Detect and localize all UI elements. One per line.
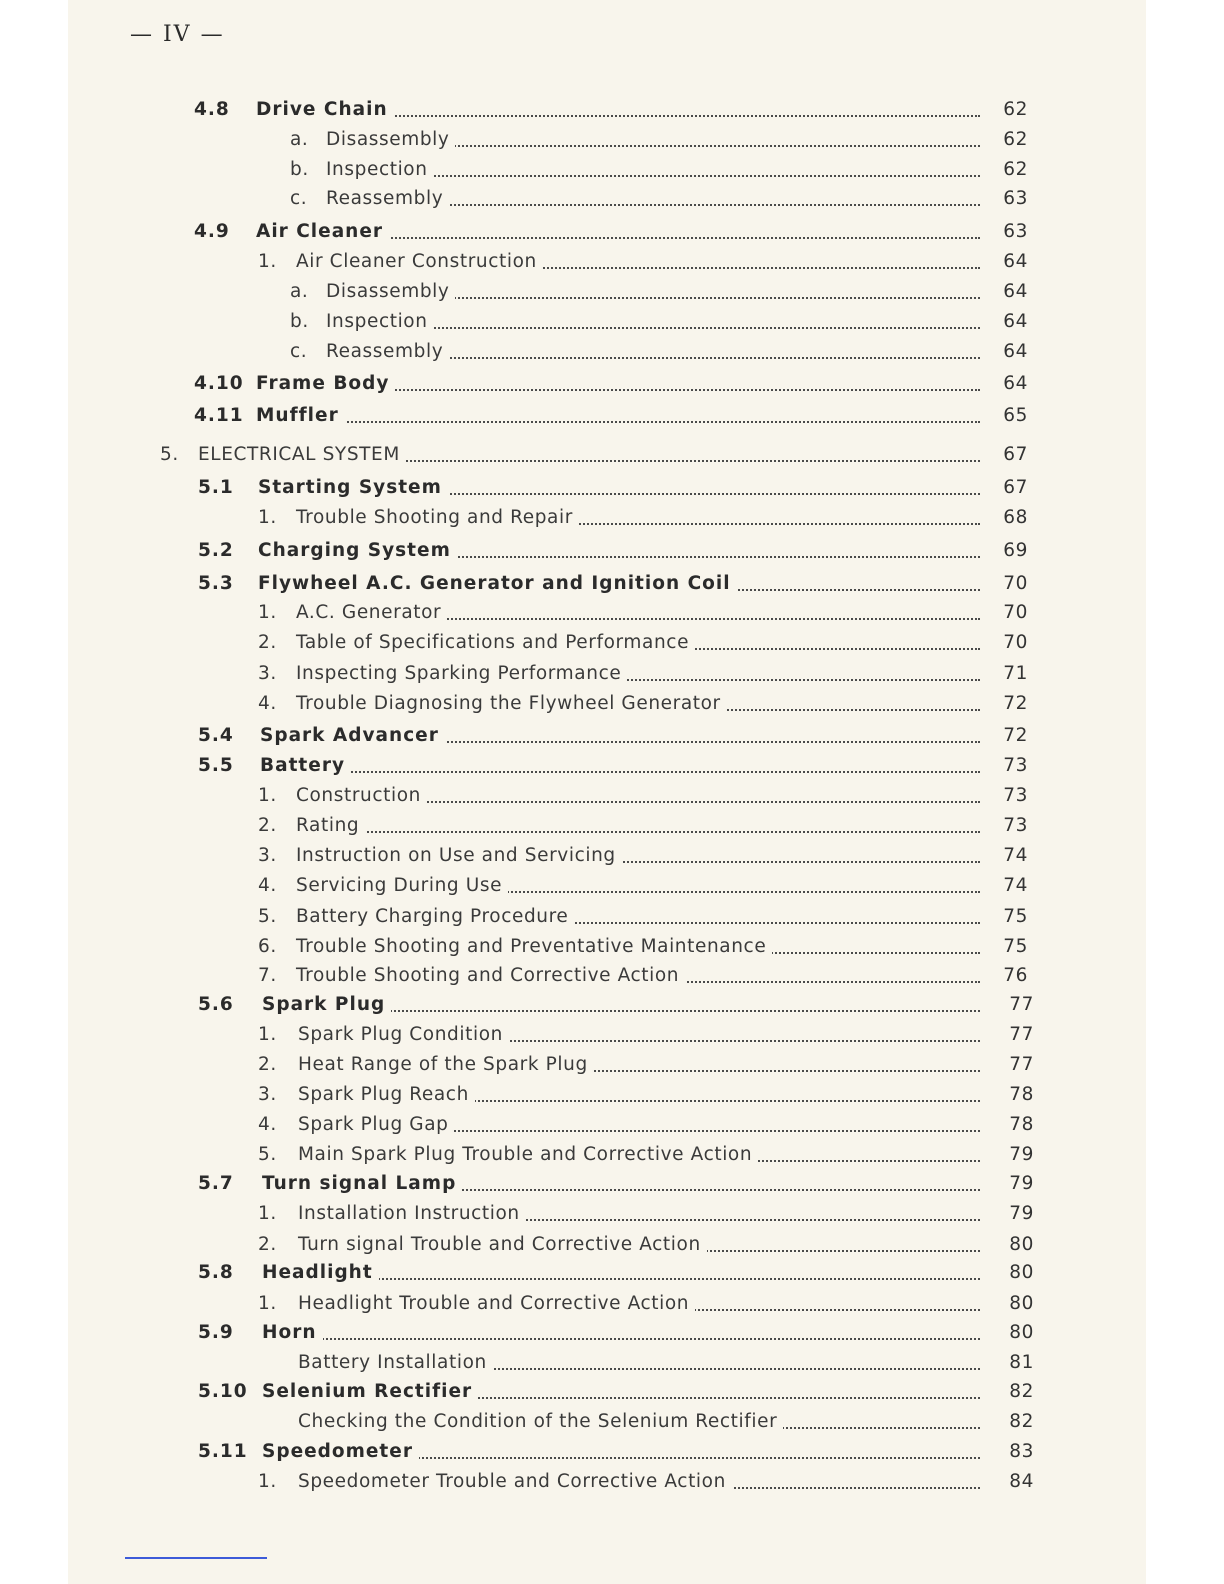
toc-entry[interactable] — [0, 1258, 1224, 1288]
toc-entry[interactable] — [0, 95, 1224, 125]
dot-leader — [302, 1338, 980, 1340]
toc-entry[interactable] — [0, 1467, 1224, 1497]
toc-entry-title: Inspection — [326, 311, 434, 332]
toc-entry-number: 1. — [258, 1203, 277, 1224]
toc-entry[interactable] — [0, 1169, 1224, 1199]
toc-entry-number: 4.11 — [194, 405, 244, 426]
toc-entry-title: Trouble Shooting and Preventative Maintenance — [296, 936, 772, 957]
toc-entry-number: 1. — [258, 1024, 277, 1045]
toc-entry-number: 5. — [258, 906, 277, 927]
toc-entry-number: 3. — [258, 663, 277, 684]
toc-entry-title: Headlight Trouble and Corrective Action — [298, 1293, 695, 1314]
toc-entry-page: 73 — [1003, 785, 1028, 806]
toc-entry-page: 80 — [1009, 1322, 1034, 1343]
dot-leader — [302, 1010, 980, 1012]
toc-entry-title: ELECTRICAL SYSTEM — [198, 444, 406, 465]
toc-entry[interactable] — [0, 871, 1224, 901]
toc-entry-page: 77 — [1009, 994, 1034, 1015]
dot-leader — [302, 1278, 980, 1280]
toc-entry-page: 80 — [1009, 1262, 1034, 1283]
toc-entry-page: 69 — [1003, 540, 1028, 561]
toc-entry-number: 4.8 — [194, 99, 230, 120]
toc-entry-title: Starting System — [258, 477, 448, 498]
toc-entry-page: 63 — [1003, 221, 1028, 242]
toc-entry[interactable] — [0, 961, 1224, 991]
dot-leader — [296, 115, 980, 117]
toc-entry[interactable] — [0, 751, 1224, 781]
toc-entry-title: Speedometer Trouble and Corrective Action — [298, 1471, 732, 1492]
toc-entry[interactable] — [0, 503, 1224, 533]
toc-entry-title: Spark Plug Reach — [298, 1084, 475, 1105]
toc-entry-number: 4.9 — [194, 221, 230, 242]
toc-entry-page: 73 — [1003, 755, 1028, 776]
toc-entry-number: 1. — [258, 785, 277, 806]
toc-entry[interactable] — [0, 307, 1224, 337]
toc-entry[interactable] — [0, 217, 1224, 247]
toc-entry[interactable] — [0, 689, 1224, 719]
toc-entry[interactable] — [0, 1020, 1224, 1050]
toc-entry-number: 3. — [258, 845, 277, 866]
toc-entry-page: 72 — [1003, 693, 1028, 714]
toc-entry-title: Checking the Condition of the Selenium Rectifier — [298, 1411, 783, 1432]
toc-entry-number: 5.8 — [198, 1262, 234, 1283]
toc-entry[interactable] — [0, 1348, 1224, 1378]
toc-entry-number: 5.11 — [198, 1441, 248, 1462]
toc-entry-page: 70 — [1003, 602, 1028, 623]
toc-entry-page: 77 — [1009, 1024, 1034, 1045]
toc-entry-number: 1. — [258, 602, 277, 623]
dot-leader — [366, 204, 980, 206]
toc-entry-page: 64 — [1003, 373, 1028, 394]
toc-entry-page: 70 — [1003, 632, 1028, 653]
toc-entry[interactable] — [0, 932, 1224, 962]
toc-entry[interactable] — [0, 569, 1224, 599]
toc-entry[interactable] — [0, 781, 1224, 811]
toc-entry[interactable] — [0, 1407, 1224, 1437]
toc-entry[interactable] — [0, 1377, 1224, 1407]
toc-entry-page: 68 — [1003, 507, 1028, 528]
dot-leader — [366, 297, 980, 299]
toc-entry[interactable] — [0, 1080, 1224, 1110]
toc-entry-number: 5.5 — [198, 755, 234, 776]
toc-entry[interactable] — [0, 1050, 1224, 1080]
toc-entry-page: 64 — [1003, 251, 1028, 272]
dot-leader — [366, 357, 980, 359]
toc-entry-title: Speedometer — [262, 1441, 419, 1462]
toc-entry-page: 62 — [1003, 159, 1028, 180]
toc-entry[interactable] — [0, 841, 1224, 871]
toc-entry-page: 80 — [1009, 1293, 1034, 1314]
toc-entry-page: 78 — [1009, 1084, 1034, 1105]
toc-entry[interactable] — [0, 628, 1224, 658]
toc-entry[interactable] — [0, 247, 1224, 277]
dot-leader — [336, 831, 980, 833]
toc-entry-title: Reassembly — [326, 188, 449, 209]
toc-entry-number: 4. — [258, 1114, 277, 1135]
toc-entry[interactable] — [0, 721, 1224, 751]
page-label: — IV — — [130, 22, 225, 47]
toc-entry[interactable] — [0, 659, 1224, 689]
toc-entry-title: Battery Installation — [298, 1352, 493, 1373]
toc-entry-page: 78 — [1009, 1114, 1034, 1135]
toc-entry-page: 71 — [1003, 663, 1028, 684]
toc-entry[interactable] — [0, 277, 1224, 307]
toc-entry-number: 2. — [258, 1234, 277, 1255]
toc-entry-number: 2. — [258, 632, 277, 653]
toc-entry-number: 5. — [160, 444, 179, 465]
toc-entry-title: Instruction on Use and Servicing — [296, 845, 622, 866]
toc-entry[interactable] — [0, 125, 1224, 155]
toc-entry[interactable] — [0, 401, 1224, 431]
toc-entry[interactable] — [0, 1289, 1224, 1319]
toc-entry-page: 62 — [1003, 129, 1028, 150]
toc-entry-page: 79 — [1009, 1203, 1034, 1224]
toc-entry-title: Construction — [296, 785, 427, 806]
toc-entry-page: 79 — [1009, 1144, 1034, 1165]
toc-entry-number: 6. — [258, 936, 277, 957]
toc-entry-title: Rating — [296, 815, 365, 836]
toc-entry-title: Spark Plug — [262, 994, 391, 1015]
toc-entry-page: 82 — [1009, 1381, 1034, 1402]
toc-entry-page: 62 — [1003, 99, 1028, 120]
toc-entry[interactable] — [0, 473, 1224, 503]
toc-entry-page: 67 — [1003, 444, 1028, 465]
toc-entry-title: Battery Charging Procedure — [296, 906, 574, 927]
toc-entry-number: 1. — [258, 1293, 277, 1314]
toc-entry-number: 5.7 — [198, 1173, 234, 1194]
toc-entry-title: Trouble Shooting and Corrective Action — [296, 965, 685, 986]
toc-entry-page: 73 — [1003, 815, 1028, 836]
toc-entry[interactable] — [0, 1199, 1224, 1229]
toc-entry[interactable] — [0, 369, 1224, 399]
toc-entry[interactable] — [0, 1140, 1224, 1170]
toc-entry-title: Servicing During Use — [296, 875, 508, 896]
toc-entry-title: A.C. Generator — [296, 602, 447, 623]
toc-entry-page: 64 — [1003, 311, 1028, 332]
toc-entry-number: 2. — [258, 815, 277, 836]
toc-entry-page: 63 — [1003, 188, 1028, 209]
toc-entry-page: 70 — [1003, 573, 1028, 594]
toc-entry-title: Turn signal Lamp — [262, 1173, 462, 1194]
toc-entry[interactable] — [0, 902, 1224, 932]
toc-entry[interactable] — [0, 1318, 1224, 1348]
toc-entry[interactable] — [0, 337, 1224, 367]
toc-entry-title: Battery — [260, 755, 351, 776]
toc-entry-title: Charging System — [258, 540, 457, 561]
toc-entry-page: 64 — [1003, 341, 1028, 362]
dot-leader — [366, 145, 980, 147]
toc-entry-page: 81 — [1009, 1352, 1034, 1373]
toc-entry-number: 2. — [258, 1054, 277, 1075]
toc-entry-page: 83 — [1009, 1441, 1034, 1462]
toc-entry-page: 65 — [1003, 405, 1028, 426]
toc-entry-title: Heat Range of the Spark Plug — [298, 1054, 594, 1075]
toc-entry-page: 80 — [1009, 1234, 1034, 1255]
toc-entry[interactable] — [0, 990, 1224, 1020]
toc-entry-page: 72 — [1003, 725, 1028, 746]
toc-entry[interactable] — [0, 536, 1224, 566]
toc-entry-title: Table of Specifications and Performance — [296, 632, 695, 653]
toc-entry-title: Drive Chain — [256, 99, 394, 120]
toc-entry-number: 3. — [258, 1084, 277, 1105]
toc-entry-number: c. — [290, 341, 308, 362]
toc-entry-number: 1. — [258, 251, 277, 272]
toc-entry-number: 5.6 — [198, 994, 234, 1015]
toc-entry-number: 5.3 — [198, 573, 234, 594]
toc-entry-page: 75 — [1003, 936, 1028, 957]
toc-entry-number: 4. — [258, 693, 277, 714]
toc-entry-title: Trouble Diagnosing the Flywheel Generator — [296, 693, 727, 714]
toc-entry-title: Spark Plug Condition — [298, 1024, 509, 1045]
dot-leader — [366, 327, 980, 329]
toc-entry-number: 4.10 — [194, 373, 244, 394]
toc-entry-page: 77 — [1009, 1054, 1034, 1075]
toc-entry-number: 5.4 — [198, 725, 234, 746]
toc-entry-number: 1. — [258, 507, 277, 528]
toc-entry[interactable] — [0, 1110, 1224, 1140]
toc-entry[interactable] — [0, 155, 1224, 185]
toc-entry-title: Spark Plug Gap — [298, 1114, 454, 1135]
dot-leader — [366, 175, 980, 177]
toc-entry-title: Horn — [262, 1322, 323, 1343]
toc-entry-number: 5.9 — [198, 1322, 234, 1343]
toc-entry-title: Air Cleaner — [256, 221, 389, 242]
toc-entry-title: Disassembly — [326, 281, 455, 302]
toc-entry-page: 64 — [1003, 281, 1028, 302]
dot-leader — [296, 237, 980, 239]
toc-entry-title: Main Spark Plug Trouble and Corrective Action — [298, 1144, 758, 1165]
toc-entry-title: Flywheel A.C. Generator and Ignition Coil — [258, 573, 737, 594]
dot-leader — [296, 421, 980, 423]
toc-entry-title: Inspecting Sparking Performance — [296, 663, 627, 684]
toc-entry-title: Muffler — [256, 405, 345, 426]
toc-entry[interactable] — [0, 811, 1224, 841]
toc-entry-title: Trouble Shooting and Repair — [296, 507, 579, 528]
toc-entry-title: Turn signal Trouble and Corrective Action — [298, 1234, 707, 1255]
dot-leader — [300, 771, 980, 773]
toc-entry-title: Disassembly — [326, 129, 455, 150]
toc-entry-number: 7. — [258, 965, 277, 986]
toc-entry-title: Inspection — [326, 159, 434, 180]
toc-entry-number: 5. — [258, 1144, 277, 1165]
toc-entry[interactable] — [0, 1437, 1224, 1467]
toc-entry-title: Reassembly — [326, 341, 449, 362]
toc-entry-page: 76 — [1003, 965, 1028, 986]
toc-entry-number: b. — [290, 159, 309, 180]
toc-entry[interactable] — [0, 184, 1224, 214]
toc-entry-number: 4. — [258, 875, 277, 896]
toc-entry-page: 74 — [1003, 845, 1028, 866]
toc-entry-title: Spark Advancer — [260, 725, 445, 746]
toc-entry-number: 5.1 — [198, 477, 234, 498]
toc-entry-title: Headlight — [262, 1262, 379, 1283]
toc-entry-number: 5.10 — [198, 1381, 248, 1402]
scan-artifact-line — [125, 1557, 267, 1559]
dot-leader — [336, 801, 980, 803]
toc-entry-title: Selenium Rectifier — [262, 1381, 478, 1402]
toc-entry-page: 67 — [1003, 477, 1028, 498]
toc-entry-title: Air Cleaner Construction — [296, 251, 543, 272]
toc-entry-number: 5.2 — [198, 540, 234, 561]
toc-entry-number: a. — [290, 129, 309, 150]
toc-entry[interactable] — [0, 1230, 1224, 1260]
toc-entry-title: Installation Instruction — [298, 1203, 526, 1224]
toc-entry-number: b. — [290, 311, 309, 332]
toc-entry-page: 79 — [1009, 1173, 1034, 1194]
toc-entry[interactable] — [0, 440, 1224, 470]
toc-entry-title: Frame Body — [256, 373, 395, 394]
toc-entry-page: 82 — [1009, 1411, 1034, 1432]
toc-entry-page: 74 — [1003, 875, 1028, 896]
toc-entry-page: 84 — [1009, 1471, 1034, 1492]
toc-entry[interactable] — [0, 598, 1224, 628]
toc-entry-number: c. — [290, 188, 308, 209]
toc-entry-number: a. — [290, 281, 309, 302]
toc-entry-number: 1. — [258, 1471, 277, 1492]
dot-leader — [296, 389, 980, 391]
toc-entry-page: 75 — [1003, 906, 1028, 927]
